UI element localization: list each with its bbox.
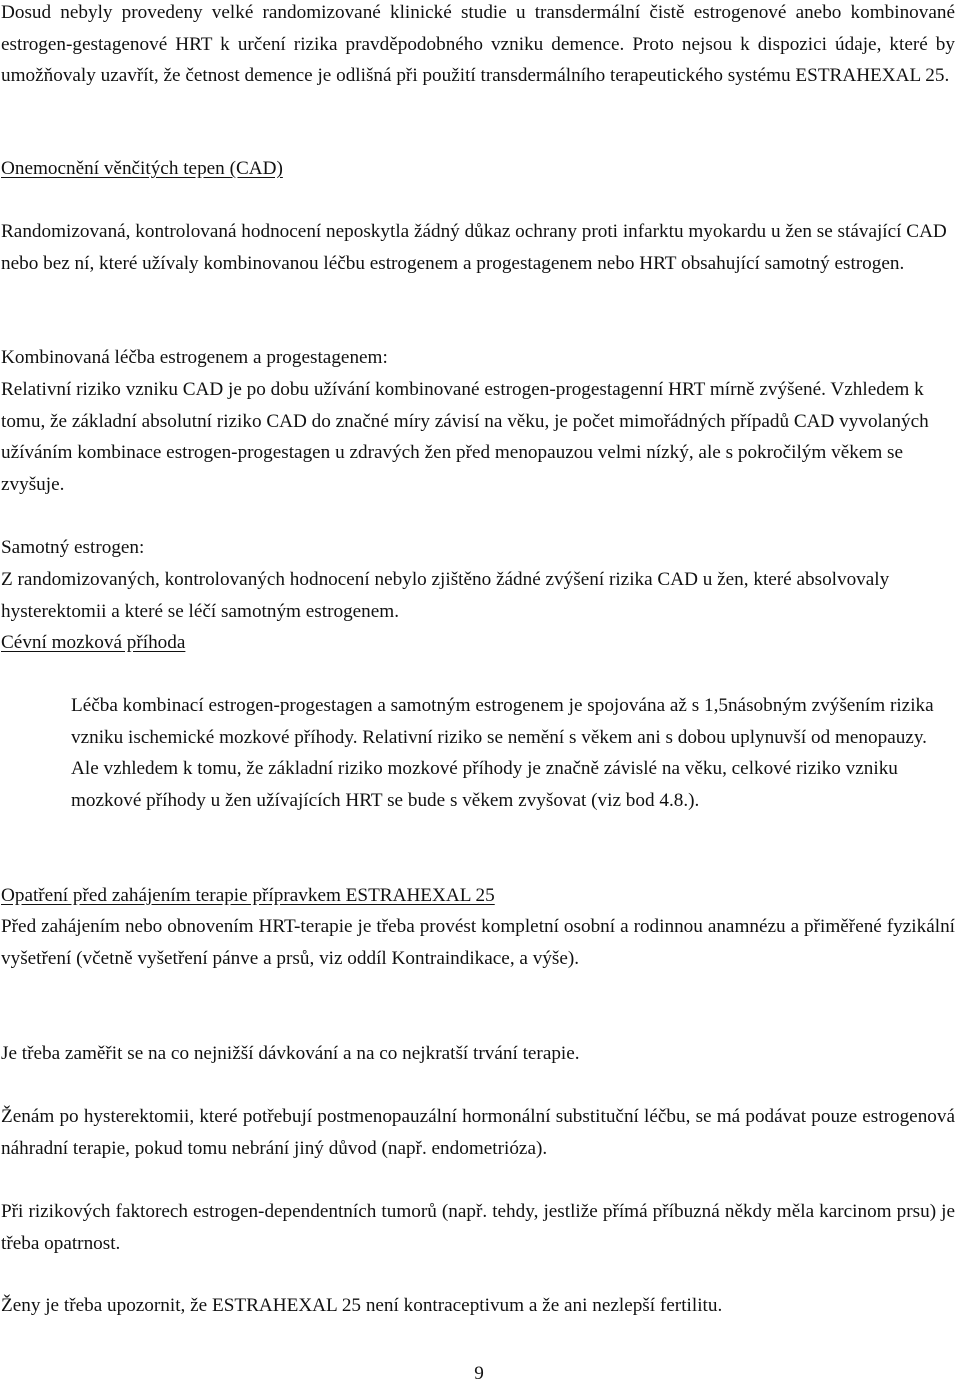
estrogen-only-text: Z randomizovaných, kontrolovaných hodnocení nebylo zjištěno žádné zvýšení rizika CAD u žen, které absolvovaly hysterektomii a které se léčí samotným estrogenem. [1, 569, 890, 622]
precautions-paragraph-4: Při rizikových faktorech estrogen-dependentních tumorů (např. tehdy, jestliže přímá příbuzná někdy měla karcinom prsu) je třeba opatrnost. [1, 1201, 955, 1254]
combined-therapy-text: Relativní riziko vzniku CAD je po dobu užívání kombinované estrogen-progestagenní HRT mírně zvýšené. Vzhledem k tomu, že základní absolutní riziko CAD do značné míry závisí na věku, je počet mimořádných případů CAD vyvolaných užíváním kombinace estrogen-progestagen u zdravých žen před menopauzou velmi nízký, ale s pokročilým věkem se zvyšuje. [1, 379, 929, 495]
cad-heading [1, 153, 955, 185]
combined-therapy-label: Kombinovaná léčba estrogenem a progestagenem: [1, 347, 388, 368]
intro-paragraph: Dosud nebyly provedeny velké randomizované klinické studie u transdermální čistě estrogenové anebo kombinované estrogen-gestagenové HRT k určení rizika pravděpodobného vzniku demence. Proto nejsou k dispozici údaje, které by umožňovaly uzavřít, že četnost demence je odlišná při použití transdermálního terapeutického systému ESTRAHEXAL 25. [1, 2, 955, 86]
stroke-paragraph: Léčba kombinací estrogen-progestagen a samotným estrogenem je spojována až s 1,5násobným zvýšením rizika vzniku ischemické mozkové příhody. Relativní riziko se nemění s věkem ani s dobou uplynuvší od menopauzy. Ale vzhledem k tomu, že základní riziko mozkové příhody je značně závislé na věku, celkové riziko vzniku mozkové příhody u žen užívajících HRT se bude s věkem zvyšovat (viz bod 4.8.). [71, 695, 934, 811]
precautions-paragraph-5: Ženy je třeba upozornit, že ESTRAHEXAL 25 není kontraceptivum a že ani nezlepší fertilitu. [1, 1295, 723, 1316]
precautions-heading-text: Opatření před zahájením terapie přípravkem ESTRAHEXAL 25 [1, 885, 495, 906]
precautions-paragraph-1: Před zahájením nebo obnovením HRT-terapie je třeba provést kompletní osobní a rodinnou anamnézu a přiměřené fyzikální vyšetření (včetně vyšetření pánve a prsů, viz oddíl Kontraindikace, a výše). [1, 916, 955, 969]
estrogen-only-label: Samotný estrogen: [1, 537, 145, 558]
cad-paragraph: Randomizovaná, kontrolovaná hodnocení neposkytla žádný důkaz ochrany proti infarktu myokardu u žen se stávající CAD nebo bez ní, které užívaly kombinovanou léčbu estrogenem a progestagenem nebo HRT obsahující samotný estrogen. [1, 221, 947, 274]
stroke-heading-text: Cévní mozková příhoda [1, 632, 186, 653]
precautions-paragraph-2: Je třeba zaměřit se na co nejnižší dávkování a na co nejkratší trvání terapie. [1, 1043, 580, 1064]
stroke-heading [1, 627, 955, 659]
precautions-heading [1, 880, 955, 912]
cad-heading-text: Onemocnění věnčitých tepen (CAD) [1, 158, 283, 179]
page-number: 9 [474, 1363, 484, 1384]
precautions-paragraph-3: Ženám po hysterektomii, které potřebují postmenopauzální hormonální substituční léčbu, se má podávat pouze estrogenová náhradní terapie, pokud tomu nebrání jiný důvod (např. endometrióza). [1, 1106, 955, 1159]
